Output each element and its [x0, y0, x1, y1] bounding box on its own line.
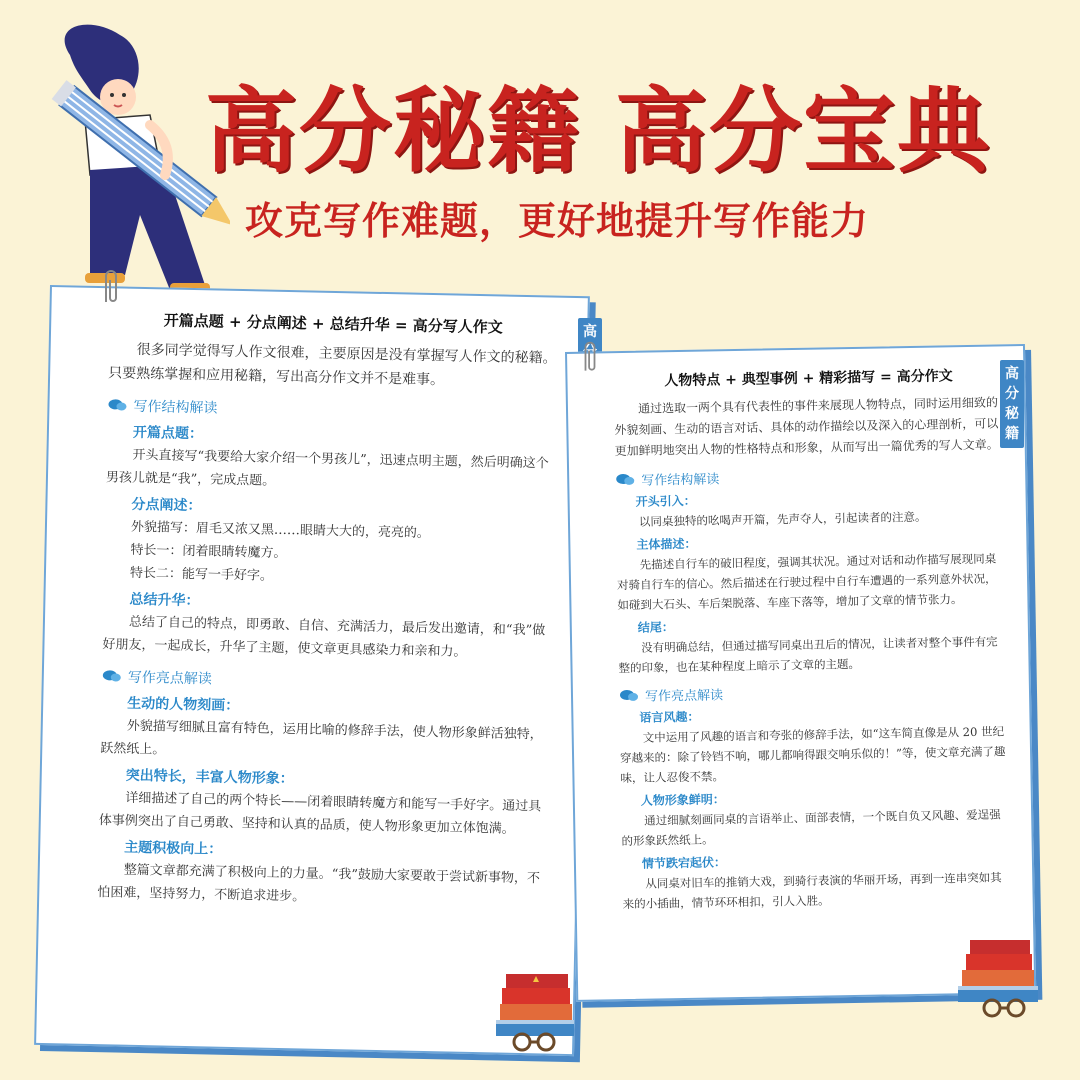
- right-s2-item2-label: 人物形象鲜明：: [640, 792, 725, 808]
- right-s2-item2-text: 通过细腻刻画同桌的言语举止、面部表情，一个既自负又风趣、爱逞强的形象跃然纸上。: [621, 807, 1001, 849]
- right-s2-item1-text: 文中运用了风趣的语言和夸张的修辞手法，如“这车简直像是从 20 世纪穿越来的：除了铃铛不响，哪儿都响得跟交响乐似的！”等，使文章充满了趣味，让人忍俊不禁。: [619, 724, 1006, 786]
- speech-bubble-icon: [107, 398, 127, 412]
- left-s1-item1-label: 开篇点题：: [132, 424, 204, 443]
- right-section2-heading: 写作亮点解读: [619, 679, 1009, 705]
- book-stack-icon: [488, 962, 584, 1054]
- right-page: [565, 344, 1036, 1002]
- left-s2-item3-label: 主题积极向上：: [124, 839, 223, 858]
- right-page-title: 人物特点 + 典型事例 + 精彩描写 = 高分作文: [664, 368, 953, 390]
- glasses-icon: [514, 1034, 554, 1050]
- speech-bubble-icon: [619, 688, 639, 702]
- paperclip-icon: [100, 268, 122, 308]
- right-s1-item3-text: 没有明确总结，但通过描写同桌出丑后的情况，让读者对整个事件有完整的印象，也在某种程度上暗示了文章的主题。: [618, 634, 998, 676]
- paperclip-icon: [580, 340, 600, 376]
- left-s1-item2-line1: 外貌描写：眉毛又浓又黑……眼睛大大的，亮亮的。: [130, 519, 431, 542]
- left-s1-item3-text: 总结了自己的特点，即勇敢、自信、充满活力，最后发出邀请，和“我”做好朋友，一起成长，升华了主题，使文章更具感染力和亲和力。: [102, 614, 546, 660]
- left-page: [34, 285, 590, 1056]
- left-section1-heading: 写作结构解读: [107, 395, 555, 424]
- right-s2-item3-text: 从同桌对旧车的推销大戏，到骑行表演的华丽开场，再到一连串突如其来的小插曲，情节环环相扣，引人入胜。: [622, 870, 1002, 912]
- left-section2-heading: 写作亮点解读: [102, 666, 550, 695]
- left-page-title: 开篇点题 + 分点阐述 + 总结升华 = 高分写人作文: [163, 311, 503, 337]
- left-s2-item1-text: 外貌描写细腻且富有特色，运用比喻的修辞手法，使人物形象鲜活独特，跃然纸上。: [100, 718, 543, 758]
- left-s2-item1-label: 生动的人物刻画：: [127, 695, 240, 715]
- right-page-intro: 通过选取一两个具有代表性的事件来展现人物特点，同时运用细致的外貌刻画、生动的语言对话、具体的动作描绘以及深入的心理剖析，可以更加鲜明地突出人物的性格特点和形象，从而写出一篇优秀的写人文章。: [614, 395, 999, 459]
- right-s1-item2-label: 主体描述：: [636, 536, 697, 552]
- right-s1-item2-text: 先描述自行车的破旧程度，强调其状况。通过对话和动作描写展现同桌对骑自行车的信心。然后描述在行驶过程中自行车遭遇的一系列意外状况，如碰到大石头、车后架脱落、车座下落等，增加了文章的情节张力。: [616, 551, 997, 613]
- right-s2-item3-label: 情节跌宕起伏：: [641, 855, 727, 871]
- speech-bubble-icon: [615, 472, 635, 486]
- left-s1-item3-label: 总结升华：: [129, 591, 200, 610]
- right-page-tab: 高分秘籍: [1000, 360, 1024, 448]
- right-s1-item3-label: 结尾：: [637, 620, 674, 635]
- left-s1-item2-line3: 特长二：能写一手好字。: [129, 565, 274, 584]
- left-s1-item2-label: 分点阐述：: [131, 496, 202, 515]
- right-s1-item1-text: 以同桌独特的吆喝声开篇，先声夺人，引起读者的注意。: [638, 509, 927, 529]
- right-s1-item1-label: 开头引入：: [635, 493, 696, 509]
- right-section1-heading: 写作结构解读: [615, 463, 1005, 489]
- left-s1-item1-text: 开头直接写“我要给大家介绍一个男孩儿”，迅速点明主题，然后明确这个男孩儿就是“我”，完成点题。: [105, 447, 549, 489]
- book-stack-icon: [952, 930, 1048, 1020]
- glasses-icon: [984, 1000, 1024, 1016]
- headline-subtitle: 攻克写作难题，更好地提升写作能力: [245, 199, 870, 243]
- girl-with-pencil-illustration: [30, 15, 230, 305]
- headline-title: 高分秘籍 高分宝典: [205, 78, 992, 185]
- left-s2-item2-label: 突出特长，丰富人物形象：: [125, 767, 294, 788]
- left-s1-item2-line2: 特长一：闭着眼睛转魔方。: [130, 542, 287, 562]
- speech-bubble-icon: [102, 669, 122, 683]
- right-s2-item1-label: 语言风趣：: [639, 709, 700, 725]
- left-page-intro: 很多同学觉得写人作文很难，主要原因是没有掌握写人作文的秘籍。只要熟练掌握和应用秘籍，写出高分作文并不是难事。: [107, 341, 557, 389]
- left-s2-item2-text: 详细描述了自己的两个特长——闭着眼睛转魔方和能写一手好字。通过具体事例突出了自己勇敢、坚持和认真的品质，使人物形象更加立体饱满。: [98, 790, 542, 837]
- left-page-tab: 高: [578, 318, 602, 358]
- left-s2-item3-text: 整篇文章都充满了积极向上的力量。“我”鼓励大家要敢于尝试新事物，不怕困难，坚持努力，不断追求进步。: [97, 862, 541, 905]
